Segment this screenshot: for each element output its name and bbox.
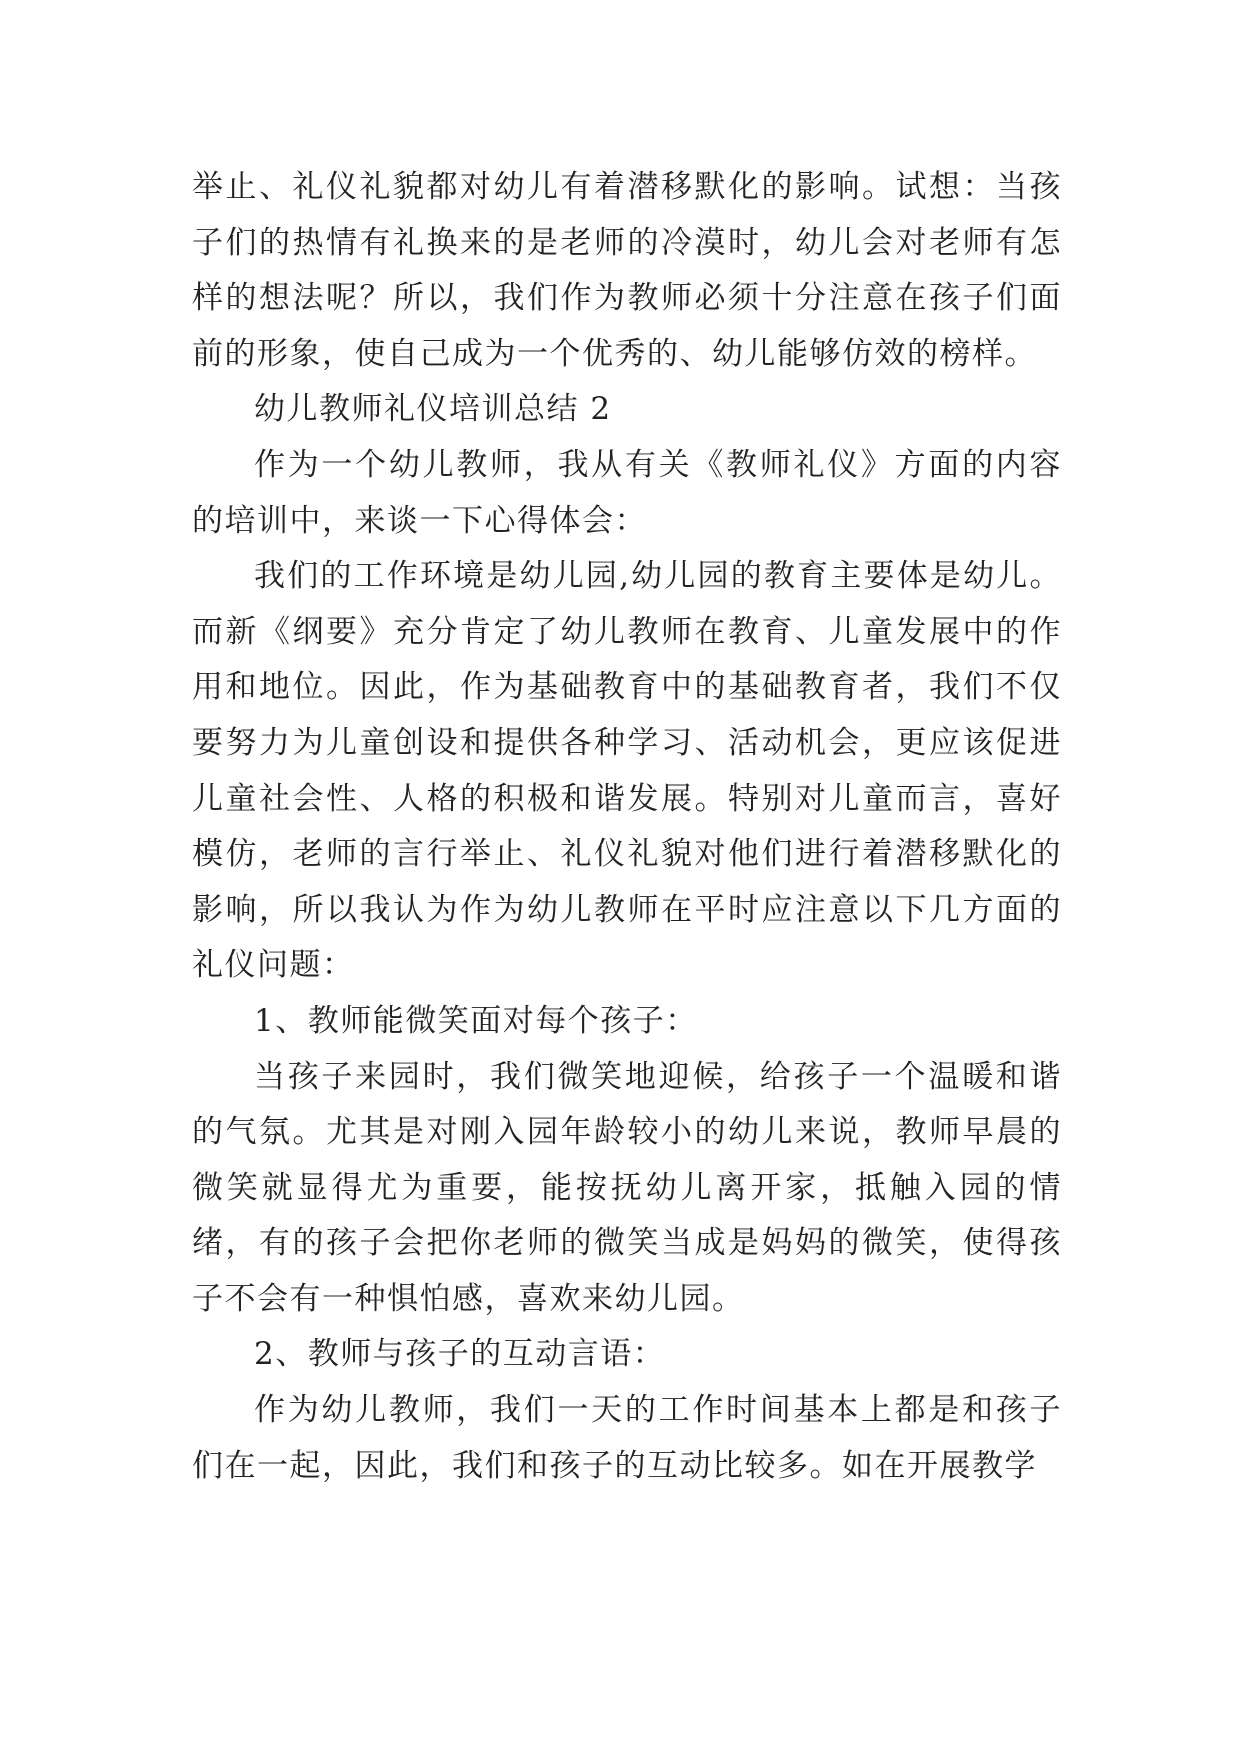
paragraph-intro: 作为一个幼儿教师，我从有关《教师礼仪》方面的内容的培训中，来谈一下心得体会： bbox=[192, 446, 1062, 539]
document-body bbox=[192, 160, 1062, 1494]
paragraph-smile: 当孩子来园时，我们微笑地迎候，给孩子一个温暖和谐的气氛。尤其是对刚入园年龄较小的幼儿来说，教师早晨的微笑就显得尤为重要，能按抚幼儿离开家，抵触入园的情绪，有的孩子会把你老师的微笑当成是妈妈的微笑，使得孩子不会有一种惧怕感，喜欢来幼儿园。 bbox=[192, 1058, 1062, 1317]
paragraph-continued: 举止、礼仪礼貌都对幼儿有着潜移默化的影响。试想：当孩子们的热情有礼换来的是老师的冷漠时，幼儿会对老师有怎样的想法呢？所以，我们作为教师必须十分注意在孩子们面前的形象，使自己成为一个优秀的、幼儿能够仿效的榜样。 bbox=[192, 169, 1062, 372]
paragraph-interaction: 作为幼儿教师，我们一天的工作时间基本上都是和孩子们在一起，因此，我们和孩子的互动比较多。如在开展教学 bbox=[192, 1392, 1062, 1484]
section-title: 幼儿教师礼仪培训总结 2 bbox=[254, 391, 612, 428]
subheading-interaction: 2、教师与孩子的互动言语： bbox=[254, 1336, 666, 1373]
subheading-smile: 1、教师能微笑面对每个孩子： bbox=[254, 1002, 698, 1039]
paragraph-environment: 我们的工作环境是幼儿园,幼儿园的教育主要体是幼儿。而新《纲要》充分肯定了幼儿教师在教育、儿童发展中的作用和地位。因此，作为基础教育中的基础教育者，我们不仅要努力为儿童创设和提供各种学习、活动机会，更应该促进儿童社会性、人格的积极和谐发展。特别对儿童而言，喜好模仿，老师的言行举止、礼仪礼貌对他们进行着潜移默化的影响，所以我认为作为幼儿教师在平时应注意以下几方面的礼仪问题： bbox=[192, 558, 1062, 984]
